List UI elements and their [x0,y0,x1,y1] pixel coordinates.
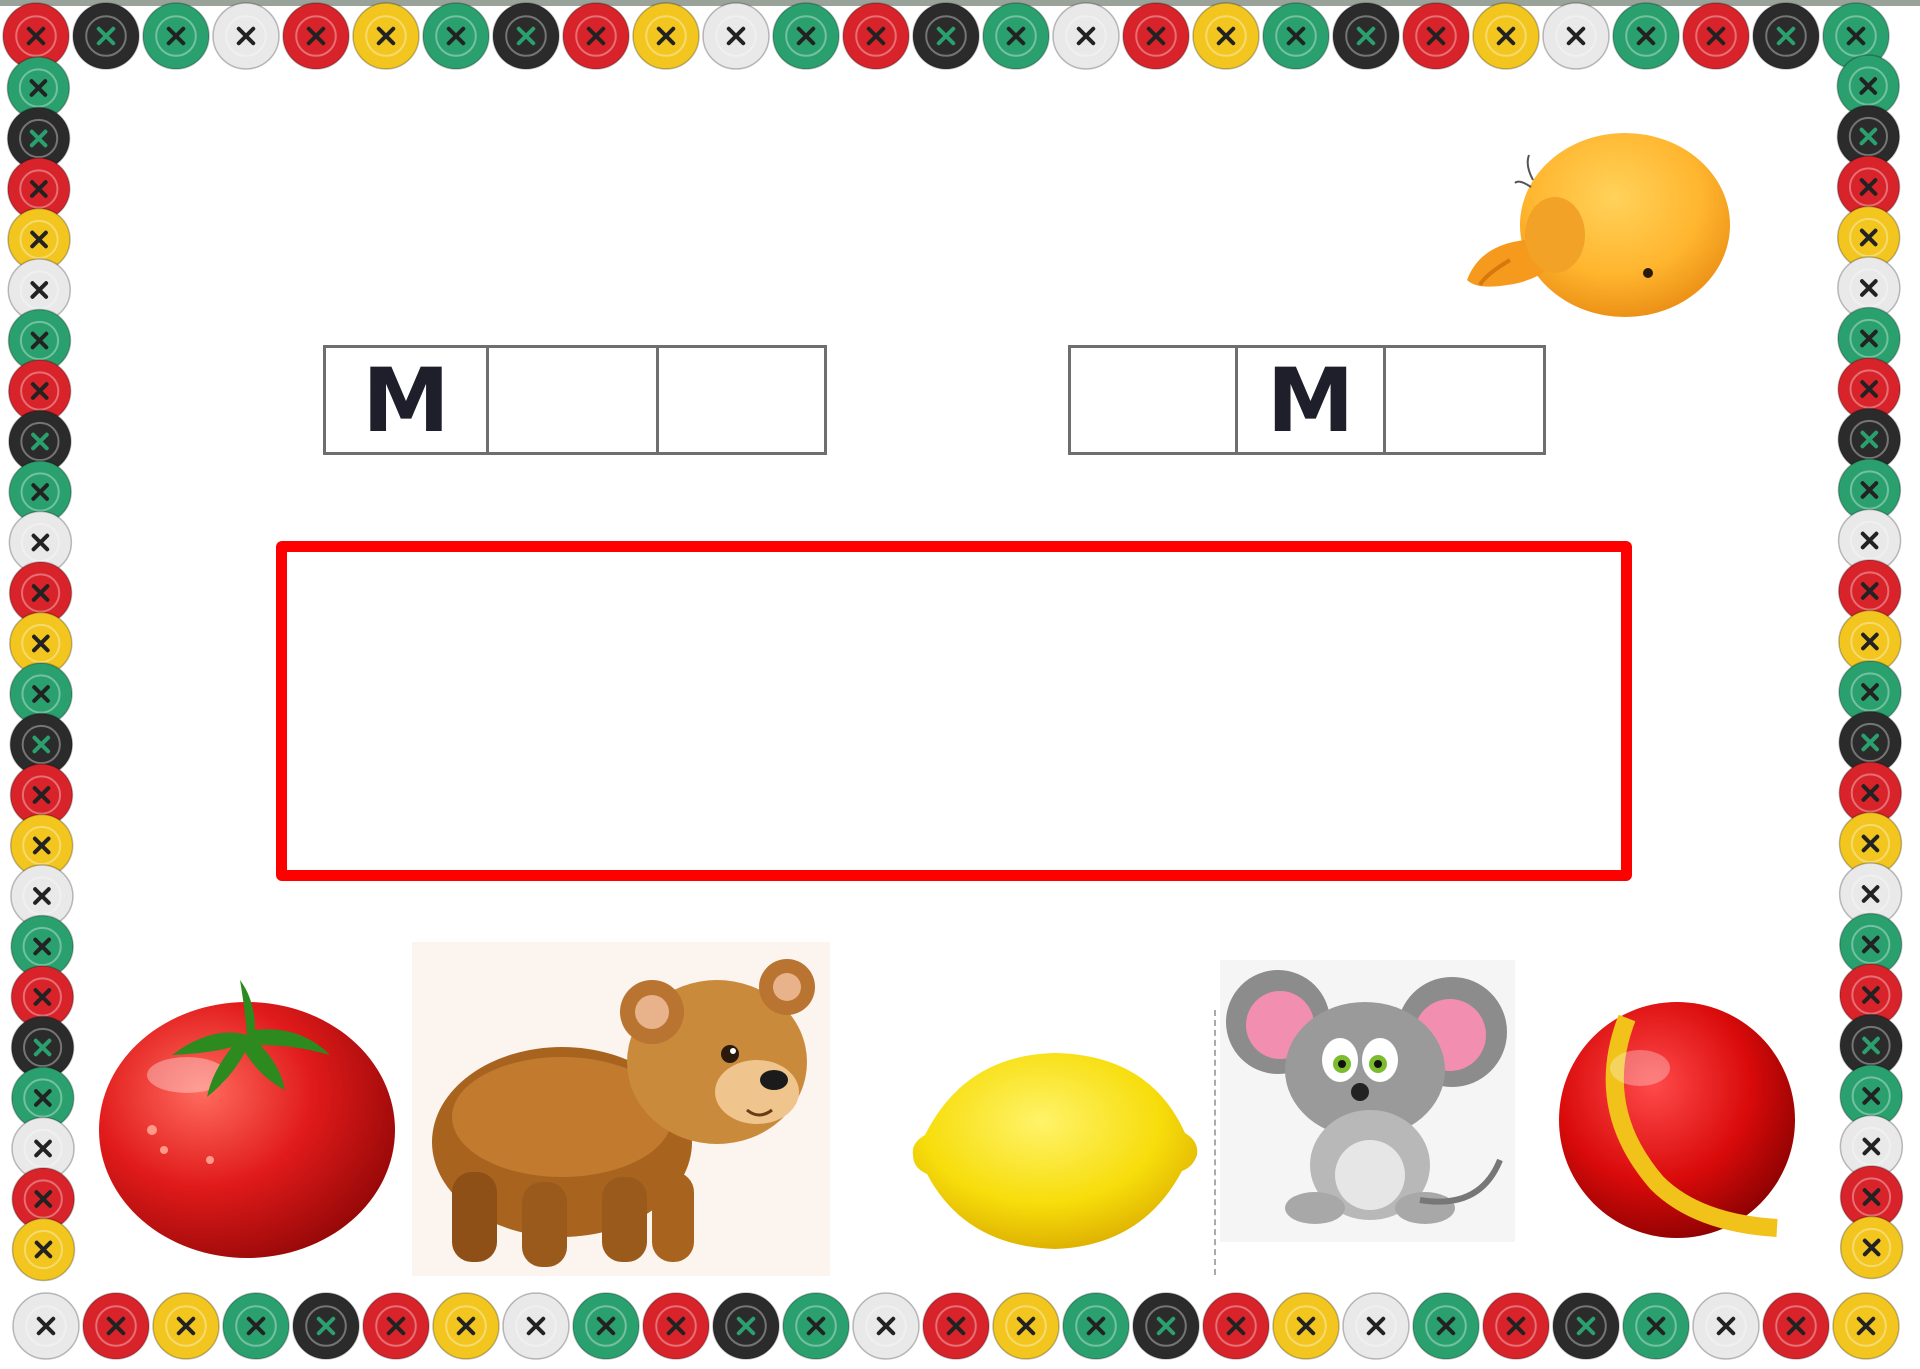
button-decoration [983,3,1049,69]
button-decoration [1840,914,1902,976]
button-decoration [1840,863,1902,925]
button-decoration [993,1293,1059,1359]
button-decoration [8,209,70,271]
button-decoration [143,3,209,69]
button-decoration [1343,1293,1409,1359]
button-decoration [11,815,73,877]
letter-grid-left [323,345,827,455]
button-decoration [363,1293,429,1359]
button-decoration [10,562,72,624]
button-decoration [923,1293,989,1359]
button-decoration [11,865,73,927]
button-decoration [493,3,559,69]
chick-icon [1465,125,1740,325]
button-decoration [353,3,419,69]
button-decoration [1403,3,1469,69]
button-decoration [213,3,279,69]
button-decoration [1838,459,1900,521]
button-decoration [1839,510,1901,572]
button-decoration [843,3,909,69]
button-decoration [13,1293,79,1359]
divider-line [1214,1010,1216,1275]
button-decoration [1553,1293,1619,1359]
button-decoration [703,3,769,69]
button-decoration [1838,358,1900,420]
button-decoration [1473,3,1539,69]
button-decoration [1413,1293,1479,1359]
button-decoration [1838,207,1900,269]
button-decoration [1840,964,1902,1026]
button-decoration [1063,1293,1129,1359]
button-decoration [1837,55,1899,117]
button-decoration [223,1293,289,1359]
button-decoration [423,3,489,69]
button-decoration [713,1293,779,1359]
button-decoration [11,966,73,1028]
button-decoration [1053,3,1119,69]
button-decoration [10,714,72,776]
button-decoration [573,1293,639,1359]
button-decoration [1623,1293,1689,1359]
letter-cell[interactable] [659,348,824,452]
button-decoration [1839,712,1901,774]
button-decoration [1123,3,1189,69]
button-decoration [12,1017,74,1079]
button-decoration [1333,3,1399,69]
bear-icon [412,942,830,1276]
button-decoration [10,764,72,826]
button-decoration [9,360,71,422]
button-decoration [1683,3,1749,69]
button-decoration [8,310,70,372]
button-decoration [283,3,349,69]
button-decoration [1839,611,1901,673]
ball-icon [1555,998,1800,1243]
button-decoration [1840,1015,1902,1077]
lemon-icon [905,1045,1205,1260]
button-decoration [293,1293,359,1359]
button-decoration [1839,813,1901,875]
button-decoration [10,613,72,675]
button-decoration [1543,3,1609,69]
button-decoration [8,108,70,170]
button-decoration [1840,1116,1902,1178]
button-decoration [1263,3,1329,69]
button-decoration [153,1293,219,1359]
button-decoration [3,3,69,69]
button-decoration [12,1168,74,1230]
button-decoration [853,1293,919,1359]
button-decoration [1839,661,1901,723]
button-decoration [1838,308,1900,370]
button-decoration [1193,3,1259,69]
button-decoration [9,512,71,574]
answer-box[interactable] [276,541,1632,881]
button-decoration [8,158,70,220]
button-decoration [433,1293,499,1359]
button-decoration [503,1293,569,1359]
button-decoration [1613,3,1679,69]
top-strip [0,0,1920,6]
button-decoration [1753,3,1819,69]
button-decoration [1823,3,1889,69]
button-decoration [1273,1293,1339,1359]
button-decoration [1841,1217,1903,1279]
letter-grid-right [1068,345,1546,455]
button-decoration [7,57,69,119]
button-decoration [9,411,71,473]
button-decoration [773,3,839,69]
button-decoration [1838,156,1900,218]
letter-cell[interactable]: М [326,348,489,452]
button-decoration [1839,560,1901,622]
button-decoration [1840,1166,1902,1228]
button-decoration [1833,1293,1899,1359]
letter-cell[interactable] [1071,348,1238,452]
button-decoration [11,916,73,978]
letter-cell[interactable] [1386,348,1543,452]
button-decoration [1839,762,1901,824]
button-decoration [10,663,72,725]
button-decoration [1133,1293,1199,1359]
button-decoration [633,3,699,69]
button-decoration [1838,409,1900,471]
button-decoration [563,3,629,69]
letter-cell[interactable]: М [1238,348,1386,452]
button-decoration [9,461,71,523]
button-decoration [73,3,139,69]
button-decoration [8,259,70,321]
button-decoration [12,1067,74,1129]
mouse-icon [1220,960,1515,1242]
button-decoration [1838,257,1900,319]
tomato-icon [92,955,402,1265]
button-decoration [1203,1293,1269,1359]
letter-cell[interactable] [489,348,659,452]
button-decoration [1840,1065,1902,1127]
button-decoration [83,1293,149,1359]
button-decoration [783,1293,849,1359]
button-decoration [1837,106,1899,168]
button-decoration [1763,1293,1829,1359]
button-decoration [12,1219,74,1281]
button-decoration [1693,1293,1759,1359]
button-decoration [12,1118,74,1180]
button-decoration [643,1293,709,1359]
button-decoration [913,3,979,69]
button-decoration [1483,1293,1549,1359]
